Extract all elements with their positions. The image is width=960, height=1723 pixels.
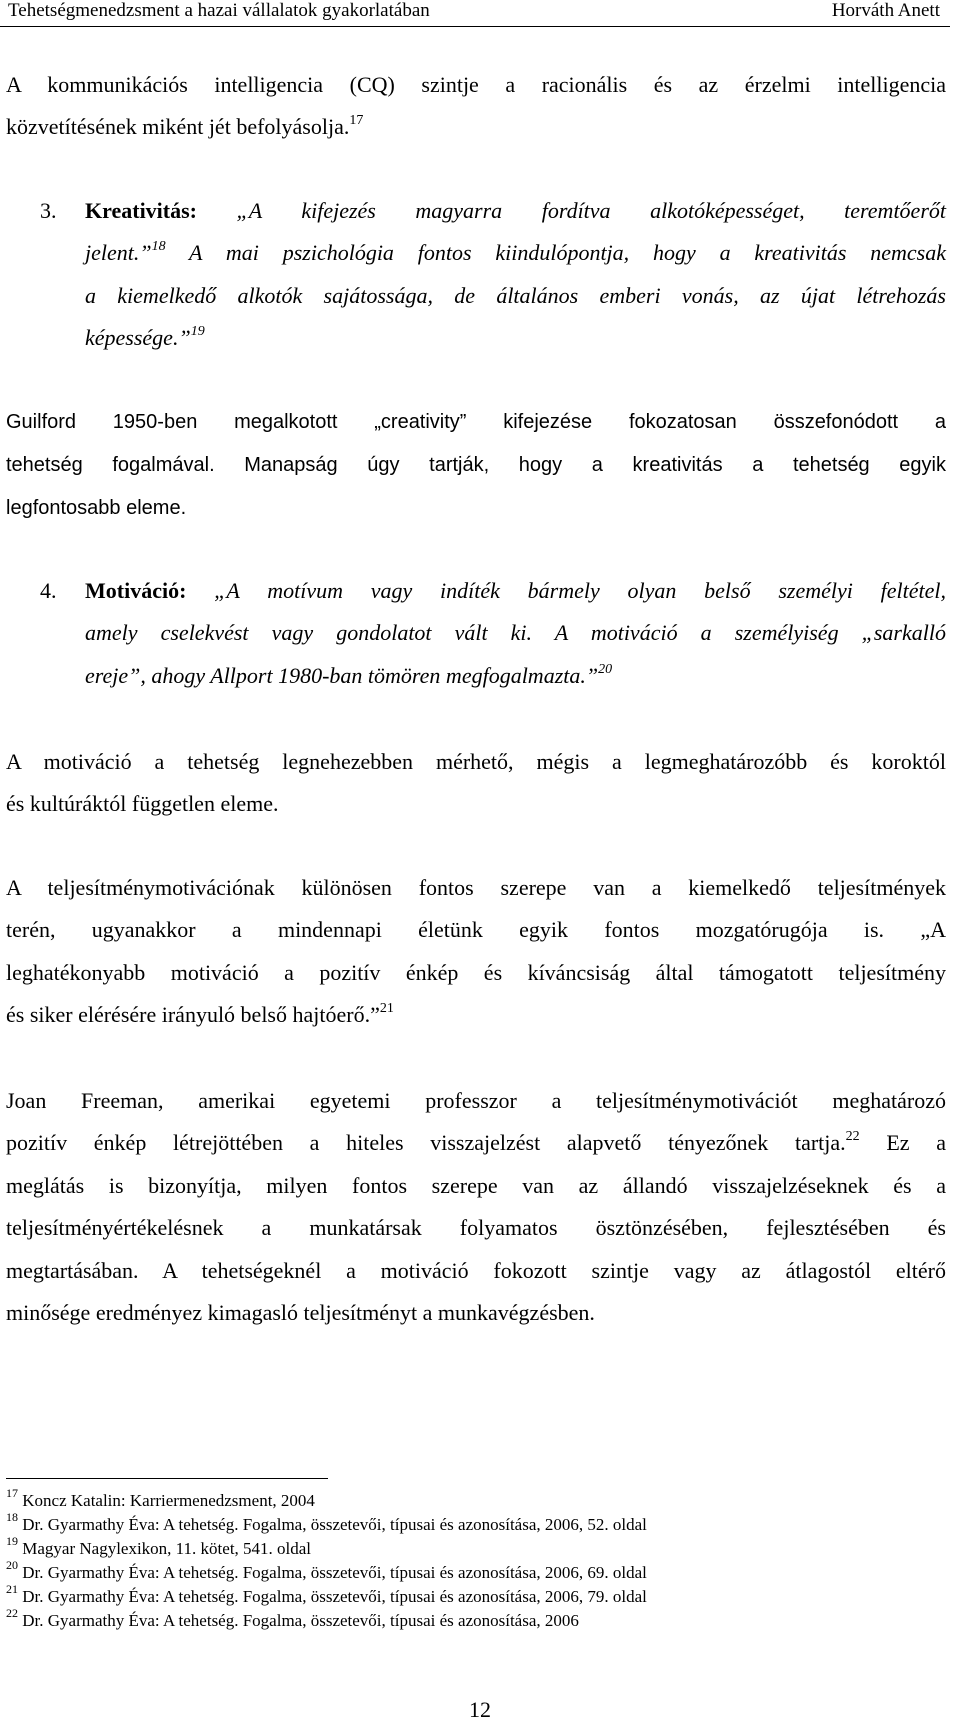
paragraph-line: meglátás is bizonyítja, milyen fontos szerepe van az állandó visszajelzéseknek és a [6, 1173, 946, 1198]
list-number: 3. [40, 198, 57, 223]
footnote-ref[interactable]: 21 [379, 1000, 394, 1016]
paragraph-line: teljesítményértékelésnek a munkatársak folyamatos ösztönzésében, fejlesztésében és [6, 1215, 946, 1240]
page-header [0, 0, 950, 27]
quote-text: amely cselekvést vagy gondolatot vált ki. A motiváció a személyiség „sarkalló [85, 620, 946, 645]
paragraph-line: A teljesítménymotivációnak különösen fontos szerepe van a kiemelkedő teljesítmények [6, 875, 946, 900]
paragraph-communication-intelligence [6, 72, 946, 142]
footnote-number: 22 [6, 1606, 18, 1621]
paragraph-text: közvetítésének miként jét befolyásolja. [6, 114, 350, 139]
footnote-number: 18 [6, 1510, 18, 1525]
paragraph-line: A motiváció a tehetség legnehezebben mérhető, mégis a legmeghatározóbb és koroktól [6, 749, 946, 774]
list-line [85, 240, 946, 266]
footnote-ref[interactable]: 18 [151, 238, 166, 254]
list-line [85, 620, 946, 646]
quote-text: A mai pszichológia fontos kiindulópontja, hogy a kreativitás nemcsak [189, 240, 946, 265]
paragraph-text: pozitív énkép létrejöttében a hiteles visszajelzést alapvető tényezőnek tartja. [6, 1130, 846, 1155]
list-item-motivation [6, 578, 946, 688]
footnote-number: 20 [6, 1558, 18, 1573]
paragraph-text: Ez a [886, 1130, 947, 1155]
paragraph-line: minősége eredményez kimagasló teljesítményt a munkavégzésben. [6, 1300, 595, 1325]
footnote-number: 17 [6, 1486, 18, 1501]
paragraph-line: tehetség fogalmával. Manapság úgy tartják, hogy a kreativitás a tehetség egyik [6, 454, 946, 476]
footnote [6, 1582, 647, 1607]
list-line [85, 663, 946, 689]
footnote-text: Dr. Gyarmathy Éva: A tehetség. Fogalma, összetevői, típusai és azonosítása, 2006, 52. oldal [22, 1515, 647, 1534]
footnote-divider [6, 1478, 328, 1479]
paragraph-line: leghatékonyabb motiváció a pozitív énkép és kíváncsiság által támogatott teljesítmény [6, 960, 946, 985]
term-label: Kreativitás: [85, 198, 198, 223]
footnote [6, 1534, 312, 1559]
document-author: Horváth Anett [831, 0, 940, 21]
paragraph-line: terén, ugyanakkor a mindennapi életünk egyik fontos mozgatórugója is. „A [6, 917, 946, 942]
quote-text: ereje”, ahogy Allport 1980-ban tömören megfogalmazta.” [85, 663, 599, 688]
quote-text: jelent.” [85, 240, 152, 265]
paragraph-text: és siker elérésére irányuló belső hajtóerő.” [6, 1002, 380, 1027]
quote-text: „A kifejezés magyarra fordítva alkotóképességet, teremtőerőt [236, 198, 946, 223]
paragraph-line: Joan Freeman, amerikai egyetemi professzor a teljesítménymotivációt meghatározó [6, 1088, 946, 1113]
footnote [6, 1606, 579, 1631]
paragraph-line: legfontosabb eleme. [6, 497, 187, 519]
quote-text: a kiemelkedő alkotók sajátossága, de általános emberi vonás, az újat létrehozás [85, 283, 946, 308]
paragraph-freeman [6, 1088, 946, 1328]
footnote-ref[interactable]: 22 [845, 1128, 860, 1144]
document-title: Tehetségmenedzsment a hazai vállalatok gyakorlatában [8, 0, 430, 21]
quote-text: képessége.” [85, 325, 191, 350]
paragraph-line [6, 1130, 946, 1156]
footnote [6, 1486, 315, 1511]
paragraph-line [6, 1002, 394, 1028]
footnote-text: Koncz Katalin: Karriermenedzsment, 2004 [22, 1491, 315, 1510]
quote-text: „A motívum vagy indíték bármely olyan belső személyi feltétel, [214, 578, 946, 603]
list-number: 4. [40, 578, 57, 603]
paragraph-line: és kultúráktól független eleme. [6, 791, 279, 816]
footnote-text: Dr. Gyarmathy Éva: A tehetség. Fogalma, összetevői, típusai és azonosítása, 2006, 69. oldal [22, 1563, 647, 1582]
footnote-ref[interactable]: 17 [349, 112, 364, 128]
paragraph-line: megtartásában. A tehetségeknél a motiváció fokozott szintje vagy az átlagostól eltérő [6, 1258, 946, 1283]
paragraph-line: Guilford 1950-ben megalkotott „creativity” kifejezése fokozatosan összefonódott a [6, 411, 946, 433]
paragraph-line: A kommunikációs intelligencia (CQ) szintje a racionális és az érzelmi intelligencia [6, 72, 946, 97]
footnote-number: 21 [6, 1582, 18, 1597]
list-line [85, 283, 946, 309]
footnote-text: Magyar Nagylexikon, 11. kötet, 541. oldal [22, 1539, 312, 1558]
page-number: 12 [469, 1697, 491, 1722]
list-line [85, 325, 946, 351]
footnote [6, 1510, 647, 1535]
footnote-number: 19 [6, 1534, 18, 1549]
paragraph-motivation-measure [6, 749, 946, 819]
list-item-creativity [6, 198, 946, 348]
paragraph-line [6, 114, 363, 140]
term-label: Motiváció: [85, 578, 187, 603]
list-line [85, 578, 946, 604]
footnote-text: Dr. Gyarmathy Éva: A tehetség. Fogalma, összetevői, típusai és azonosítása, 2006, 79. oldal [22, 1587, 647, 1606]
paragraph-guilford [6, 408, 946, 518]
footnote-ref[interactable]: 20 [598, 661, 613, 677]
footnote-ref[interactable]: 19 [190, 323, 205, 339]
paragraph-achievement-motivation [6, 875, 946, 1030]
footnote-text: Dr. Gyarmathy Éva: A tehetség. Fogalma, összetevői, típusai és azonosítása, 2006 [22, 1611, 579, 1630]
list-line [85, 198, 946, 224]
footnote [6, 1558, 647, 1583]
